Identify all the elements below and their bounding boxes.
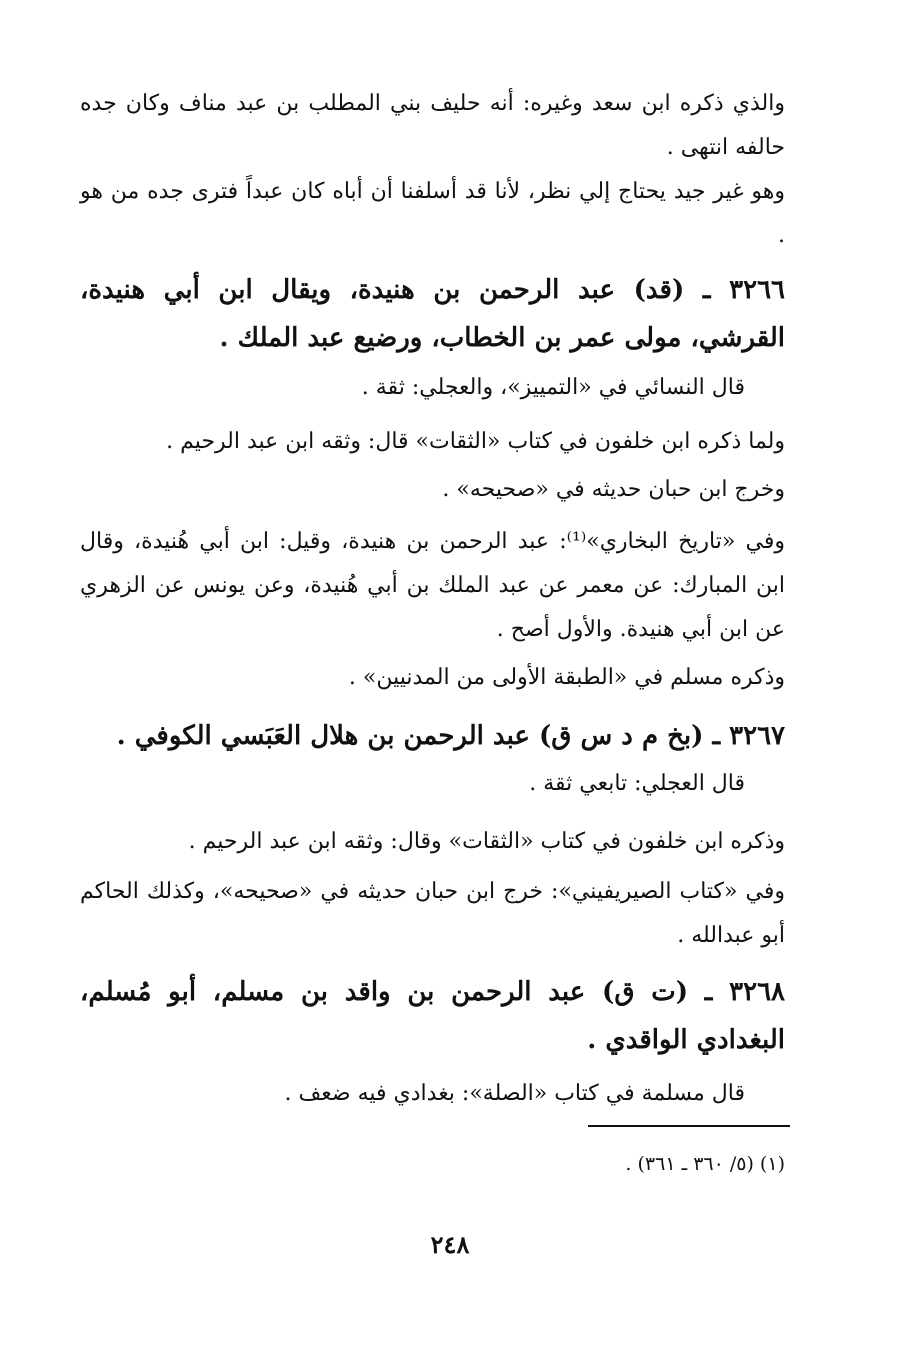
page-number: ٢٤٨ — [430, 1230, 470, 1259]
footnote-divider — [588, 1125, 790, 1127]
entry-heading-3268: ٣٢٦٨ ـ (ت ق) عبد الرحمن بن واقد بن مسلم، أبو مُسلم، البغدادي الواقدي . — [80, 977, 786, 1055]
footnote: (١) (٥/ ٣٦٠ ـ ٣٦١) . — [625, 1153, 785, 1175]
paragraph-10: وفي «كتاب الصيريفيني»: خرج ابن حبان حديثه في «صحيحه»، وكذلك الحاكم أبو عبدالله . — [80, 879, 785, 948]
paragraph-1: والذي ذكره ابن سعد وغيره: أنه حليف بني المطلب بن عبد مناف وكان جده حالفه انتهى . — [80, 91, 785, 160]
paragraph-2: وهو غير جيد يحتاج إلي نظر، لأنا قد أسلفنا أن أباه كان عبداً فترى جده من هو . — [80, 179, 785, 248]
paragraph-7: وذكره مسلم في «الطبقة الأولى من المدنيين» . — [348, 665, 785, 690]
paragraph-9: وذكره ابن خلفون في كتاب «الثقات» وقال: وثقه ابن عبد الرحيم . — [188, 829, 785, 854]
paragraph-5: وخرج ابن حبان حديثه في «صحيحه» . — [442, 477, 785, 502]
paragraph-8: قال العجلي: تابعي ثقة . — [529, 771, 745, 796]
entry-heading-3267: ٣٢٦٧ ـ (بخ م د س ق) عبد الرحمن بن هلال العَبَسي الكوفي . — [116, 721, 785, 751]
entry-heading-3266: ٣٢٦٦ ـ (قد) عبد الرحمن بن هنيدة، ويقال ابن أبي هنيدة، القرشي، مولى عمر بن الخطاب، ورضيع عبد الملك . — [80, 275, 785, 353]
paragraph-6: وفي «تاريخ البخاري»⁽¹⁾: عبد الرحمن بن هنيدة، وقيل: ابن أبي هُنيدة، وقال ابن المبارك: عن معمر عن عبد الملك بن أبي هُنيدة، وعن يونس عن الزهري عن ابن أبي هنيدة. والأول أصح . — [80, 529, 785, 642]
paragraph-3: قال النسائي في «التمييز»، والعجلي: ثقة . — [361, 375, 745, 400]
paragraph-4: ولما ذكره ابن خلفون في كتاب «الثقات» قال: وثقه ابن عبد الرحيم . — [166, 429, 785, 454]
paragraph-11: قال مسلمة في كتاب «الصلة»: بغدادي فيه ضعف . — [284, 1081, 745, 1106]
